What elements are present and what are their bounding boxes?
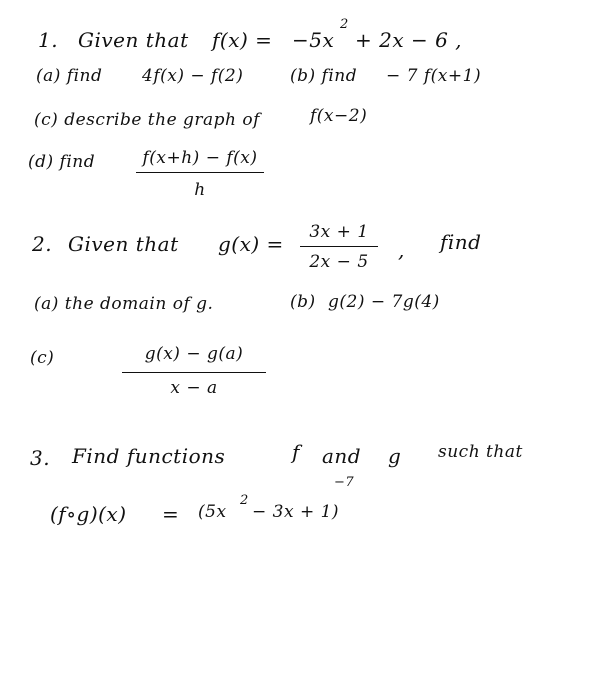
- problem-1c-text: (c) describe the graph of: [34, 110, 260, 130]
- problem-2c-numerator: g(x) − g(a): [144, 344, 244, 364]
- problem-1c-expression: f(x−2): [310, 106, 368, 126]
- problem-1-number: 1.: [38, 28, 59, 52]
- problem-1d-fraction-bar: [136, 172, 264, 173]
- problem-3-f: f: [292, 440, 300, 464]
- problem-1a-expression: 4f(x) − f(2): [142, 66, 244, 86]
- problem-3-composition-lhs: (f∘g)(x): [50, 502, 127, 526]
- problem-1-function-rhs-b: + 2x − 6 ,: [355, 28, 463, 52]
- problem-1-lead: Given that: [78, 28, 189, 52]
- problem-1d-numerator: f(x+h) − f(x): [142, 148, 258, 168]
- problem-3-number: 3.: [30, 446, 51, 470]
- problem-1-exponent: 2: [340, 17, 349, 32]
- problem-2-denominator: 2x − 5: [309, 252, 369, 272]
- problem-2-fraction-bar: [300, 246, 378, 247]
- problem-2c-label: (c): [30, 348, 55, 368]
- problem-2c-fraction-bar: [122, 372, 266, 373]
- problem-3-outer-exponent: −7: [334, 475, 355, 490]
- problem-1a-label: (a) find: [36, 66, 103, 86]
- problem-2-lead: Given that: [68, 232, 179, 256]
- problem-1b-label: (b) find: [290, 66, 358, 86]
- problem-3-rhs-open: (5x: [198, 502, 227, 522]
- problem-1-function-rhs-a: −5x: [292, 28, 335, 52]
- problem-2a-text: (a) the domain of g.: [34, 294, 214, 314]
- problem-1d-label: (d) find: [28, 152, 96, 172]
- problem-3-lead: Find functions: [72, 444, 226, 468]
- problem-2-tail: find: [440, 230, 482, 254]
- problem-2-comma: ,: [398, 238, 405, 262]
- problem-3-tail: such that: [438, 442, 523, 462]
- problem-1b-expression: − 7 f(x+1): [386, 66, 482, 86]
- problem-2b-expression: g(2) − 7g(4): [328, 292, 440, 312]
- problem-3-g: g: [388, 444, 402, 468]
- problem-2-numerator: 3x + 1: [309, 222, 369, 242]
- problem-3-rhs-exponent-2: 2: [240, 493, 249, 508]
- problem-3-and: and: [322, 444, 362, 468]
- problem-3-rhs-rest: − 3x + 1): [252, 502, 340, 522]
- problem-3-equals: =: [162, 502, 180, 526]
- problem-2c-denominator: x − a: [170, 378, 218, 398]
- problem-2-number: 2.: [32, 232, 53, 256]
- problem-2-function-lhs: g(x) =: [218, 232, 284, 256]
- problem-1-function-lhs: f(x) =: [212, 28, 273, 52]
- problem-2b-label: (b): [290, 292, 316, 312]
- problem-1d-denominator: h: [194, 180, 206, 200]
